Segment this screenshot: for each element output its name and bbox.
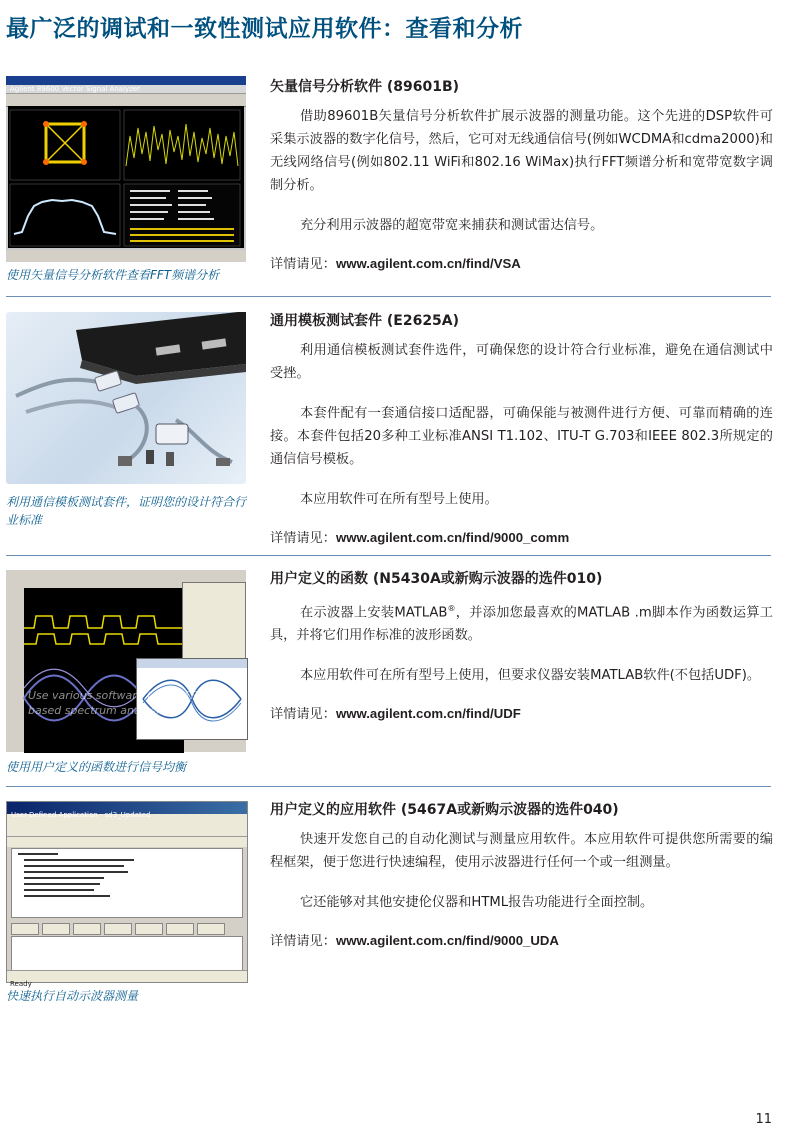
udf-overlay-text: Use various software to see FFT-based spectrum analysis <box>28 689 207 717</box>
paragraph: 它还能够对其他安捷伦仪器和HTML报告功能进行全面控制。 <box>300 895 654 910</box>
page-number: 11 <box>755 1112 772 1127</box>
more-info-link[interactable]: www.agilent.com.cn/find/9000_comm <box>335 530 570 545</box>
more-info-link[interactable]: www.agilent.com.cn/find/VSA <box>335 256 521 271</box>
caption: 利用通信模板测试套件，证明您的设计符合行业标准 <box>6 495 247 527</box>
uda-toolbar <box>7 824 247 837</box>
udf-screenshot <box>6 570 246 752</box>
paragraph: 借助89601B矢量信号分析软件扩展示波器的测量功能。这个先进的DSP软件可采集示波器的数字化信号，然后，它可对无线通信信号(例如WCDMA和cdma2000)和无线网络信号(例如802.11 WiFi和802.16 WiMax)执行FFT频谱分析和宽带宽数字调制分析。 <box>270 109 773 193</box>
page-title: 最广泛的调试和一致性测试应用软件：查看和分析 <box>6 16 523 42</box>
more-info-link[interactable]: www.agilent.com.cn/find/UDF <box>335 706 521 722</box>
paragraph-start: 在示波器上安装MATLAB <box>300 605 448 621</box>
caption: 使用用户定义的函数进行信号均衡 <box>6 760 187 774</box>
more-info <box>270 528 773 549</box>
paragraph <box>270 597 773 647</box>
more-info <box>270 931 773 952</box>
uda-screenshot <box>6 801 248 988</box>
section-body <box>270 570 773 725</box>
uda-button-row <box>11 920 243 932</box>
vsa-screenshot <box>6 76 246 262</box>
more-info-label: 详情请见： <box>270 934 336 949</box>
more-info <box>270 704 773 725</box>
more-info-label: 详情请见： <box>270 531 336 546</box>
section-divider <box>6 555 771 556</box>
uda-title-bar <box>7 802 247 819</box>
more-info-label: 详情请见： <box>270 257 336 272</box>
comm-kit-photo <box>6 312 246 484</box>
more-info <box>270 254 773 275</box>
vsa-window-title: Agilent 89600 Vector Signal Analyzer <box>10 85 141 93</box>
section-title: 矢量信号分析软件 (89601B) <box>270 79 460 95</box>
paragraph: 本应用软件可在所有型号上使用。 <box>300 492 498 507</box>
vsa-title-bar <box>6 76 246 93</box>
section-title: 通用模板测试套件 (E2625A) <box>270 313 460 329</box>
more-info-label: 详情请见： <box>270 707 336 723</box>
section-body <box>270 801 773 952</box>
section-body <box>270 312 773 549</box>
registered-mark: ® <box>447 604 456 613</box>
uda-measurement-list <box>11 848 243 918</box>
caption: 快速执行自动示波器测量 <box>6 989 139 1003</box>
section-title: 用户定义的函数 (N5430A或新购示波器的选件010) <box>270 571 603 587</box>
uda-window-title: User-Defined Application - sd3_Updated <box>11 811 151 819</box>
vsa-trace-area <box>8 106 244 248</box>
paragraph: 本套件配有一套通信接口适配器，可确保能与被测件进行方便、可靠而精确的连接。本套件包括20多种工业标准ANSI T1.102、ITU-T G.703和IEEE 802.3所规定的通信信号模板。 <box>270 406 773 467</box>
paragraph: 利用通信模板测试套件选件，可确保您的设计符合行业标准，避免在通信测试中受挫。 <box>270 343 773 381</box>
section-title: 用户定义的应用软件 (5467A或新购示波器的选件040) <box>270 802 619 818</box>
more-info-link[interactable]: www.agilent.com.cn/find/9000_UDA <box>335 933 559 948</box>
section-body <box>270 78 773 275</box>
paragraph-rest: ，并添加您最喜欢的MATLAB .m脚本作为函数运算工具，并将它们用作标准的波形函数。 <box>270 605 773 644</box>
paragraph: 本应用软件可在所有型号上使用，但要求仪器安装MATLAB软件(不包括UDF)。 <box>300 668 761 684</box>
uda-list-rows <box>12 849 242 915</box>
paragraph: 快速开发您自己的自动化测试与测量应用软件。本应用软件可提供您所需要的编程框架，便于您进行快速编程，使用示波器进行任何一个或一组测量。 <box>270 832 773 870</box>
caption: 使用矢量信号分析软件查看FFT频谱分析 <box>6 268 220 282</box>
vsa-status-bar <box>6 250 246 262</box>
vsa-traces <box>8 106 244 248</box>
section-divider <box>6 786 771 787</box>
section-divider <box>6 296 771 297</box>
uda-status-text: Ready <box>10 980 32 988</box>
uda-status-bar <box>7 970 247 988</box>
uda-tab-strip <box>7 837 247 847</box>
kit-illustration <box>6 312 246 484</box>
paragraph: 充分利用示波器的超宽带宽来捕获和测试雷达信号。 <box>300 218 604 233</box>
